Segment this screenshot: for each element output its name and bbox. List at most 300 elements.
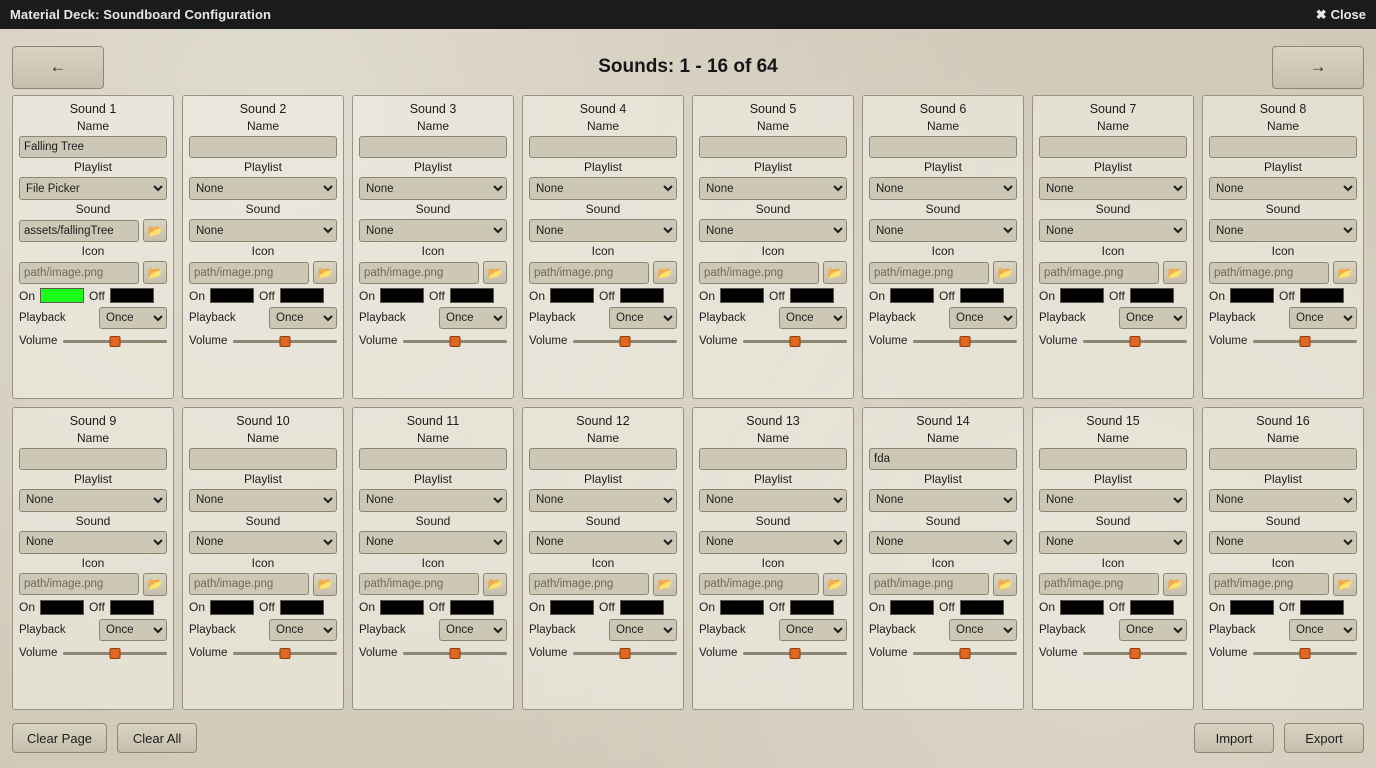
icon-label: Icon bbox=[931, 244, 955, 258]
icon-label: Icon bbox=[591, 555, 615, 570]
on-color-swatch[interactable] bbox=[40, 600, 84, 615]
playlist-label: Playlist bbox=[1093, 160, 1132, 174]
close-icon: ✖ bbox=[1315, 6, 1327, 22]
playback-select[interactable] bbox=[779, 307, 847, 329]
off-color-swatch[interactable] bbox=[110, 288, 154, 303]
sound-card-title: Sound 2 bbox=[239, 102, 287, 116]
sound-card bbox=[352, 95, 514, 399]
on-color-swatch[interactable] bbox=[720, 288, 764, 303]
name-label: Name bbox=[76, 119, 109, 133]
volume-slider[interactable] bbox=[1083, 645, 1187, 661]
volume-slider[interactable] bbox=[743, 645, 847, 661]
icon-file-picker-icon[interactable]: 📂 bbox=[993, 261, 1017, 284]
icon-path-input[interactable] bbox=[1209, 262, 1329, 284]
playback-select[interactable] bbox=[1119, 619, 1187, 641]
page-header bbox=[12, 29, 1364, 95]
playlist-select[interactable] bbox=[189, 177, 337, 200]
playlist-label: Playlist bbox=[243, 160, 282, 174]
volume-slider[interactable] bbox=[913, 333, 1017, 349]
volume-slider-thumb[interactable] bbox=[110, 336, 121, 347]
playlist-select[interactable] bbox=[699, 489, 847, 512]
clear-page-button[interactable] bbox=[12, 723, 107, 753]
volume-slider-thumb[interactable] bbox=[450, 648, 461, 659]
sound-card-title: Sound 13 bbox=[746, 413, 800, 428]
off-color-label: Off bbox=[599, 288, 615, 303]
sound-select[interactable] bbox=[699, 531, 847, 554]
icon-path-input[interactable] bbox=[699, 262, 819, 284]
close-button[interactable] bbox=[1316, 7, 1366, 23]
icon-file-picker-icon[interactable]: 📂 bbox=[823, 261, 847, 284]
icon-label: Icon bbox=[1101, 244, 1125, 258]
icon-label: Icon bbox=[761, 244, 785, 258]
playback-label: Playback bbox=[189, 623, 236, 636]
name-input[interactable] bbox=[529, 448, 677, 470]
icon-file-picker-icon[interactable]: 📂 bbox=[653, 261, 677, 284]
on-color-swatch[interactable] bbox=[890, 600, 934, 615]
volume-slider-thumb[interactable] bbox=[960, 648, 971, 659]
icon-file-picker-icon[interactable]: 📂 bbox=[143, 261, 167, 284]
sound-card bbox=[862, 407, 1024, 711]
on-color-swatch[interactable] bbox=[380, 600, 424, 615]
icon-path-input[interactable] bbox=[1209, 573, 1329, 595]
on-color-swatch[interactable] bbox=[210, 288, 254, 303]
off-color-label: Off bbox=[769, 288, 785, 303]
sound-label: Sound bbox=[755, 513, 791, 528]
volume-slider-thumb[interactable] bbox=[790, 648, 801, 659]
sound-select[interactable] bbox=[1209, 531, 1357, 554]
name-input[interactable] bbox=[529, 136, 677, 158]
icon-file-picker-icon[interactable]: 📂 bbox=[653, 573, 677, 596]
sound-label: Sound bbox=[1265, 513, 1301, 528]
name-label: Name bbox=[926, 430, 959, 445]
sound-label: Sound bbox=[755, 202, 791, 216]
volume-label: Volume bbox=[869, 646, 908, 659]
name-input[interactable] bbox=[359, 136, 507, 158]
icon-file-picker-icon[interactable]: 📂 bbox=[1333, 573, 1357, 596]
sound-select[interactable] bbox=[1209, 219, 1357, 242]
sound-card bbox=[352, 407, 514, 711]
playback-select[interactable] bbox=[439, 307, 507, 329]
off-color-label: Off bbox=[939, 600, 955, 614]
icon-path-input[interactable] bbox=[1039, 573, 1159, 595]
playlist-label: Playlist bbox=[583, 471, 622, 486]
name-label: Name bbox=[586, 119, 619, 133]
name-input[interactable] bbox=[19, 136, 167, 158]
icon-label: Icon bbox=[421, 244, 445, 258]
playback-select[interactable] bbox=[439, 619, 507, 641]
previous-page-button[interactable] bbox=[12, 46, 104, 89]
playlist-select[interactable] bbox=[359, 489, 507, 512]
window-title: Material Deck: Soundboard Configuration bbox=[10, 7, 272, 22]
volume-slider[interactable] bbox=[63, 645, 167, 661]
icon-file-picker-icon[interactable]: 📂 bbox=[993, 573, 1017, 596]
volume-label: Volume bbox=[359, 335, 398, 347]
name-label: Name bbox=[1096, 430, 1129, 445]
name-input[interactable] bbox=[1209, 448, 1357, 470]
volume-slider[interactable] bbox=[1253, 645, 1357, 661]
sound-label: Sound bbox=[585, 513, 621, 528]
on-color-label: On bbox=[19, 288, 36, 303]
on-color-swatch[interactable] bbox=[550, 288, 594, 303]
name-input[interactable] bbox=[699, 448, 847, 470]
icon-file-picker-icon[interactable]: 📂 bbox=[143, 573, 167, 596]
volume-slider-thumb[interactable] bbox=[1130, 336, 1141, 347]
playlist-select[interactable] bbox=[189, 489, 337, 512]
off-color-swatch[interactable] bbox=[110, 600, 154, 615]
playback-select[interactable] bbox=[99, 619, 167, 641]
playlist-label: Playlist bbox=[243, 471, 282, 486]
playlist-label: Playlist bbox=[923, 471, 962, 486]
page-footer bbox=[12, 716, 1364, 768]
playlist-select[interactable] bbox=[869, 177, 1017, 200]
off-color-label: Off bbox=[1279, 288, 1295, 303]
off-color-swatch[interactable] bbox=[620, 288, 664, 303]
on-color-label: On bbox=[699, 288, 716, 303]
name-label: Name bbox=[756, 430, 789, 445]
playback-select[interactable] bbox=[269, 307, 337, 329]
volume-label: Volume bbox=[1209, 335, 1248, 347]
volume-slider-thumb[interactable] bbox=[280, 648, 291, 659]
on-color-label: On bbox=[699, 600, 716, 614]
off-color-swatch[interactable] bbox=[790, 600, 834, 615]
sound-label: Sound bbox=[1095, 513, 1131, 528]
sound-card-title: Sound 4 bbox=[579, 102, 627, 116]
on-color-swatch[interactable] bbox=[550, 600, 594, 615]
off-color-label: Off bbox=[599, 600, 615, 614]
name-label: Name bbox=[246, 119, 279, 133]
sound-card bbox=[522, 407, 684, 711]
sound-file-picker-icon[interactable]: 📂 bbox=[143, 219, 167, 242]
off-color-label: Off bbox=[429, 288, 445, 303]
sound-label: Sound bbox=[245, 202, 281, 216]
name-input[interactable] bbox=[869, 136, 1017, 158]
sound-label: Sound bbox=[1095, 202, 1131, 216]
volume-slider-thumb[interactable] bbox=[620, 648, 631, 659]
icon-file-picker-icon[interactable]: 📂 bbox=[313, 573, 337, 596]
playlist-select[interactable] bbox=[19, 177, 167, 200]
sound-label: Sound bbox=[585, 202, 621, 216]
off-color-label: Off bbox=[259, 288, 275, 303]
sound-card-title: Sound 11 bbox=[406, 413, 460, 428]
icon-path-input[interactable] bbox=[359, 573, 479, 595]
playlist-label: Playlist bbox=[1263, 160, 1302, 174]
off-color-label: Off bbox=[939, 288, 955, 303]
icon-label: Icon bbox=[761, 555, 785, 570]
volume-slider[interactable] bbox=[1253, 333, 1357, 349]
playback-label: Playback bbox=[1039, 623, 1086, 636]
volume-slider[interactable] bbox=[403, 645, 507, 661]
sound-card-title: Sound 7 bbox=[1089, 102, 1137, 116]
icon-path-input[interactable] bbox=[529, 262, 649, 284]
icon-path-input[interactable] bbox=[699, 573, 819, 595]
next-page-button[interactable] bbox=[1272, 46, 1364, 89]
off-color-swatch[interactable] bbox=[450, 288, 494, 303]
playlist-label: Playlist bbox=[923, 160, 962, 174]
name-label: Name bbox=[1266, 119, 1299, 133]
playback-select[interactable] bbox=[1289, 619, 1357, 641]
playback-select[interactable] bbox=[269, 619, 337, 641]
icon-path-input[interactable] bbox=[189, 262, 309, 284]
sound-card-title: Sound 14 bbox=[916, 413, 970, 428]
on-color-label: On bbox=[359, 288, 376, 303]
sound-card-title: Sound 8 bbox=[1259, 102, 1307, 116]
soundboard-configuration-page bbox=[0, 29, 1376, 768]
playback-label: Playback bbox=[699, 312, 746, 324]
volume-slider-thumb[interactable] bbox=[450, 336, 461, 347]
arrow-right-icon: → bbox=[1309, 57, 1327, 76]
playback-label: Playback bbox=[699, 623, 746, 636]
off-color-label: Off bbox=[259, 600, 275, 614]
playlist-label: Playlist bbox=[413, 471, 452, 486]
off-color-swatch[interactable] bbox=[1130, 288, 1174, 303]
playback-label: Playback bbox=[1209, 623, 1256, 636]
sound-label: Sound bbox=[75, 202, 111, 216]
on-color-swatch[interactable] bbox=[1230, 600, 1274, 615]
icon-file-picker-icon[interactable]: 📂 bbox=[1163, 573, 1187, 596]
icon-label: Icon bbox=[1271, 555, 1295, 570]
on-color-swatch[interactable] bbox=[380, 288, 424, 303]
sound-select[interactable] bbox=[19, 531, 167, 554]
page-title: Sounds: 1 - 16 of 64 bbox=[598, 56, 778, 77]
name-input[interactable] bbox=[359, 448, 507, 470]
icon-path-input[interactable] bbox=[359, 262, 479, 284]
icon-path-input[interactable] bbox=[869, 573, 989, 595]
name-label: Name bbox=[246, 430, 279, 445]
sound-label: Sound bbox=[415, 202, 451, 216]
sound-card-title: Sound 15 bbox=[1086, 413, 1140, 428]
volume-label: Volume bbox=[1039, 335, 1078, 347]
off-color-swatch[interactable] bbox=[620, 600, 664, 615]
sound-select[interactable] bbox=[359, 219, 507, 242]
playlist-select[interactable] bbox=[869, 489, 1017, 512]
on-color-swatch[interactable] bbox=[1060, 288, 1104, 303]
sound-card-grid bbox=[12, 95, 1364, 716]
on-color-swatch[interactable] bbox=[890, 288, 934, 303]
volume-slider[interactable] bbox=[1083, 333, 1187, 349]
icon-path-input[interactable] bbox=[19, 262, 139, 284]
on-color-swatch[interactable] bbox=[40, 288, 84, 303]
on-color-label: On bbox=[869, 288, 886, 303]
sound-select[interactable] bbox=[699, 219, 847, 242]
sound-card-title: Sound 12 bbox=[576, 413, 630, 428]
on-color-label: On bbox=[869, 600, 886, 614]
volume-label: Volume bbox=[699, 335, 738, 347]
volume-slider-thumb[interactable] bbox=[110, 648, 121, 659]
on-color-label: On bbox=[529, 600, 546, 614]
sound-select[interactable] bbox=[1039, 531, 1187, 554]
sound-path-input[interactable] bbox=[19, 220, 139, 242]
sound-select[interactable] bbox=[189, 219, 337, 242]
sound-card bbox=[692, 407, 854, 711]
icon-file-picker-icon[interactable]: 📂 bbox=[1333, 261, 1357, 284]
export-button[interactable] bbox=[1284, 723, 1364, 753]
volume-label: Volume bbox=[1209, 646, 1248, 659]
volume-slider[interactable] bbox=[913, 645, 1017, 661]
clear-page-label: Clear Page bbox=[27, 730, 93, 746]
name-input[interactable] bbox=[869, 448, 1017, 470]
sound-card bbox=[1032, 407, 1194, 711]
off-color-swatch[interactable] bbox=[450, 600, 494, 615]
volume-slider[interactable] bbox=[403, 333, 507, 349]
off-color-swatch[interactable] bbox=[1300, 288, 1344, 303]
playlist-label: Playlist bbox=[73, 160, 112, 174]
sound-card-title: Sound 3 bbox=[409, 102, 457, 116]
on-color-label: On bbox=[1209, 600, 1226, 614]
playback-label: Playback bbox=[529, 623, 576, 636]
volume-slider[interactable] bbox=[573, 333, 677, 349]
playback-label: Playback bbox=[359, 623, 406, 636]
volume-label: Volume bbox=[189, 335, 228, 347]
name-input[interactable] bbox=[1039, 136, 1187, 158]
playlist-select[interactable] bbox=[1039, 489, 1187, 512]
icon-label: Icon bbox=[421, 555, 445, 570]
clear-all-label: Clear All bbox=[132, 730, 182, 746]
off-color-swatch[interactable] bbox=[1300, 600, 1344, 615]
volume-slider[interactable] bbox=[63, 333, 167, 349]
on-color-swatch[interactable] bbox=[1060, 600, 1104, 615]
volume-slider[interactable] bbox=[233, 645, 337, 661]
volume-slider-thumb[interactable] bbox=[1130, 648, 1141, 659]
off-color-swatch[interactable] bbox=[960, 600, 1004, 615]
sound-select[interactable] bbox=[1039, 219, 1187, 242]
playback-label: Playback bbox=[19, 623, 66, 636]
playback-select[interactable] bbox=[609, 307, 677, 329]
sound-card bbox=[182, 95, 344, 399]
on-color-swatch[interactable] bbox=[210, 600, 254, 615]
volume-slider-thumb[interactable] bbox=[1300, 648, 1311, 659]
sound-label: Sound bbox=[415, 513, 451, 528]
playback-label: Playback bbox=[359, 312, 406, 324]
playback-label: Playback bbox=[1209, 312, 1256, 324]
icon-path-input[interactable] bbox=[529, 573, 649, 595]
icon-file-picker-icon[interactable]: 📂 bbox=[313, 261, 337, 284]
playback-label: Playback bbox=[1039, 312, 1086, 324]
sound-card bbox=[862, 95, 1024, 399]
playlist-select[interactable] bbox=[359, 177, 507, 200]
clear-all-button[interactable] bbox=[117, 723, 197, 753]
off-color-swatch[interactable] bbox=[960, 288, 1004, 303]
icon-file-picker-icon[interactable]: 📂 bbox=[1163, 261, 1187, 284]
sound-card-title: Sound 1 bbox=[69, 102, 117, 116]
playlist-select[interactable] bbox=[529, 177, 677, 200]
icon-path-input[interactable] bbox=[1039, 262, 1159, 284]
playback-label: Playback bbox=[189, 312, 236, 324]
sound-card bbox=[1202, 95, 1364, 399]
name-label: Name bbox=[926, 119, 959, 133]
playback-select[interactable] bbox=[779, 619, 847, 641]
icon-label: Icon bbox=[1101, 555, 1125, 570]
name-input[interactable] bbox=[189, 448, 337, 470]
name-label: Name bbox=[416, 119, 449, 133]
sound-select[interactable] bbox=[529, 219, 677, 242]
volume-label: Volume bbox=[19, 646, 58, 659]
icon-file-picker-icon[interactable]: 📂 bbox=[823, 573, 847, 596]
off-color-swatch[interactable] bbox=[280, 288, 324, 303]
sound-select[interactable] bbox=[529, 531, 677, 554]
sound-card bbox=[1032, 95, 1194, 399]
volume-slider-thumb[interactable] bbox=[960, 336, 971, 347]
icon-path-input[interactable] bbox=[869, 262, 989, 284]
icon-label: Icon bbox=[591, 244, 615, 258]
off-color-label: Off bbox=[1109, 600, 1125, 614]
playback-select[interactable] bbox=[609, 619, 677, 641]
volume-label: Volume bbox=[1039, 646, 1078, 659]
name-input[interactable] bbox=[19, 448, 167, 470]
volume-slider[interactable] bbox=[573, 645, 677, 661]
on-color-swatch[interactable] bbox=[1230, 288, 1274, 303]
sound-select[interactable] bbox=[869, 219, 1017, 242]
name-input[interactable] bbox=[189, 136, 337, 158]
playlist-label: Playlist bbox=[1263, 471, 1302, 486]
icon-file-picker-icon[interactable]: 📂 bbox=[483, 261, 507, 284]
icon-path-input[interactable] bbox=[189, 573, 309, 595]
icon-path-input[interactable] bbox=[19, 573, 139, 595]
on-color-label: On bbox=[189, 288, 206, 303]
import-button[interactable] bbox=[1194, 723, 1274, 753]
volume-slider[interactable] bbox=[743, 333, 847, 349]
playback-select[interactable] bbox=[1289, 307, 1357, 329]
name-label: Name bbox=[76, 430, 109, 445]
volume-slider[interactable] bbox=[233, 333, 337, 349]
volume-slider-thumb[interactable] bbox=[280, 336, 291, 347]
playback-select[interactable] bbox=[1119, 307, 1187, 329]
volume-slider-thumb[interactable] bbox=[620, 336, 631, 347]
playback-select[interactable] bbox=[949, 307, 1017, 329]
on-color-label: On bbox=[189, 600, 206, 614]
playback-label: Playback bbox=[869, 312, 916, 324]
volume-label: Volume bbox=[869, 335, 908, 347]
off-color-swatch[interactable] bbox=[790, 288, 834, 303]
sound-select[interactable] bbox=[189, 531, 337, 554]
name-label: Name bbox=[1266, 430, 1299, 445]
volume-label: Volume bbox=[529, 646, 568, 659]
playlist-select[interactable] bbox=[1209, 489, 1357, 512]
on-color-label: On bbox=[529, 288, 546, 303]
playlist-select[interactable] bbox=[1039, 177, 1187, 200]
window-titlebar bbox=[0, 0, 1376, 29]
icon-label: Icon bbox=[251, 555, 275, 570]
playlist-select[interactable] bbox=[1209, 177, 1357, 200]
volume-slider-thumb[interactable] bbox=[1300, 336, 1311, 347]
sound-card bbox=[522, 95, 684, 399]
on-color-label: On bbox=[1209, 288, 1226, 303]
name-label: Name bbox=[416, 430, 449, 445]
playlist-label: Playlist bbox=[1093, 471, 1132, 486]
icon-file-picker-icon[interactable]: 📂 bbox=[483, 573, 507, 596]
playlist-select[interactable] bbox=[529, 489, 677, 512]
icon-label: Icon bbox=[1271, 244, 1295, 258]
name-input[interactable] bbox=[1209, 136, 1357, 158]
playlist-select[interactable] bbox=[699, 177, 847, 200]
sound-select[interactable] bbox=[359, 531, 507, 554]
sound-card bbox=[12, 95, 174, 399]
volume-label: Volume bbox=[189, 646, 228, 659]
volume-slider-thumb[interactable] bbox=[790, 336, 801, 347]
on-color-swatch[interactable] bbox=[720, 600, 764, 615]
sound-label: Sound bbox=[925, 513, 961, 528]
on-color-label: On bbox=[359, 600, 376, 614]
playlist-select[interactable] bbox=[19, 489, 167, 512]
name-input[interactable] bbox=[699, 136, 847, 158]
playback-select[interactable] bbox=[949, 619, 1017, 641]
name-input[interactable] bbox=[1039, 448, 1187, 470]
off-color-swatch[interactable] bbox=[1130, 600, 1174, 615]
playback-select[interactable] bbox=[99, 307, 167, 329]
sound-select[interactable] bbox=[869, 531, 1017, 554]
off-color-swatch[interactable] bbox=[280, 600, 324, 615]
arrow-left-icon: ← bbox=[49, 57, 67, 76]
sound-label: Sound bbox=[1265, 202, 1301, 216]
